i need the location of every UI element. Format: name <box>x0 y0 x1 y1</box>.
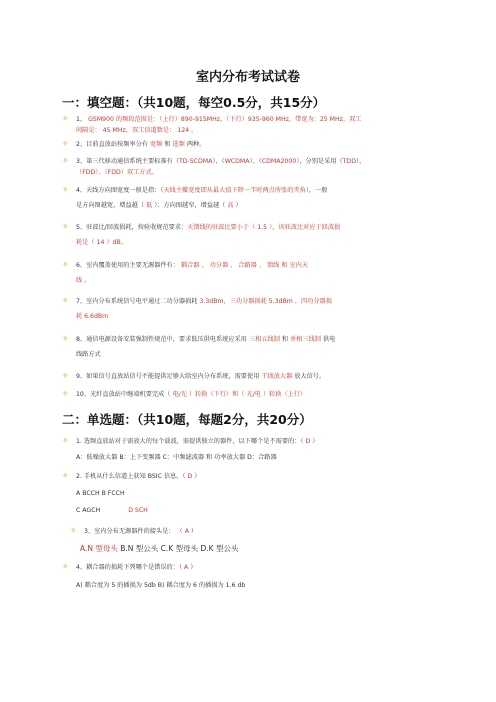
choice-question-3: ✧ 3、室内分布无源器件的接头是： （ A ） <box>70 526 198 535</box>
fill-question-8: ✧ 8、通信电源设备安装强制性规范中，要求低压供电系统应采用 三相五线制 和 单相三线制 供电 线路方式 <box>62 334 336 358</box>
choice-question-1: ✧ 1. 选频直放站对于需放大的每个载波，需提供独立的器件，以下哪个是不需要的：（ D ） <box>62 436 319 445</box>
diamond-bullet-icon: ✧ <box>62 371 69 380</box>
diamond-bullet-icon: ✧ <box>62 471 69 480</box>
fill-question-10: ✧ 10、光纤直放站中继端机要完成（ 电/光 ）转换（下行）和（ 光/电 ）转换（上行） <box>62 389 307 398</box>
fill-question-1: ✧ 1、 GSM900 的频段范围是：（上行）890-915MHz，（下行）935-960 MHz，带宽为：25 MHz，双工 间隔是： 45 MHz，双工信道数是： 124 。 <box>62 114 362 134</box>
diamond-bullet-icon: ✧ <box>62 222 69 231</box>
fill-question-4: ✧ 4、天线方向图宽度一般是指：（天线主瓣宽度即从最大值下降一半时两点所张的夹角），一般 是方向图越宽，增益越（ 低 ）；方向图越窄，增益越（ 高 ） <box>62 185 328 209</box>
choice-4-options: A) 耦合度为 5 的插损为 5db B) 耦合度为 6 的插损为 1.6 db <box>76 582 246 589</box>
choice-1-options: A：低噪放大器 B：上下变频器 C：中频滤波器 和 功率放大器 D：合路器 <box>76 454 277 461</box>
diamond-bullet-icon: ✧ <box>62 334 69 343</box>
fill-question-9: ✧ 9、如果信号直放站信号不能提供足够大给室内分布系统，需要使用 干线放大器 放大信号。 <box>62 371 326 380</box>
section-single-choice-heading: 二：单选题：（共10题，每题2分，共20分） <box>62 412 312 427</box>
fill-question-5: ✧ 5、驻波比/回波损耗，按验收规范要求：天馈线的驻波比要小于（ 1.5 ），该驻波比对应于回波损 耗是（ 14 ）dB。 <box>62 222 341 246</box>
fill-question-2: ✧ 2、目前直放站按频率分有 宽频 和 选频 两种。 <box>62 139 206 148</box>
fill-question-3: ✧ 3、第三代移动通信系统主要标准有（TD-SCDMA）、（WCDMA）、（CDMA2000），分别是采用（TDD）、 （FDD）、（FDD）双工方式。 <box>62 156 366 176</box>
diamond-bullet-icon: ✧ <box>62 436 69 445</box>
diamond-bullet-icon: ✧ <box>62 260 69 269</box>
diamond-bullet-icon: ✧ <box>62 185 69 194</box>
diamond-bullet-icon: ✧ <box>62 114 69 123</box>
fill-question-6: ✧ 6、室内覆盖使用的主要无源器件有： 耦合器 、 功分器 、 合路器 、 馈线 和 室内天 线 。 <box>62 260 309 284</box>
choice-2-options-row2: C AGCH D SCH <box>76 507 148 514</box>
choice-3-options: A.N 型母头 B.N 型公头 C.K 型母头 D.K 型公头 <box>80 544 239 553</box>
diamond-bullet-icon: ✧ <box>62 139 69 148</box>
fill-question-7: ✧ 7、室内分布系统信号电平通过二功分器损耗 3.3dBm，三功分器损耗 5.3dBm ，四功分器损 耗 6.6dBm <box>62 296 332 320</box>
page-title: 室内分布考试试卷 <box>195 70 300 85</box>
diamond-bullet-icon: ✧ <box>62 296 69 305</box>
diamond-bullet-icon: ✧ <box>62 156 69 165</box>
choice-question-4: ✧ 4、耦合器的损耗下列哪个是错误的：（ A ） <box>62 562 197 571</box>
diamond-bullet-icon: ✧ <box>70 526 77 535</box>
choice-2-options-row1: A BCCH B FCCH <box>76 490 125 497</box>
diamond-bullet-icon: ✧ <box>62 562 69 571</box>
choice-question-2: ✧ 2. 手机从什么信道上获知 BSIC 信息。（ D ） <box>62 471 201 480</box>
section-fill-in-heading: 一：填空题：（共10题，每空0.5分，共15分） <box>62 95 326 110</box>
diamond-bullet-icon: ✧ <box>62 389 69 398</box>
